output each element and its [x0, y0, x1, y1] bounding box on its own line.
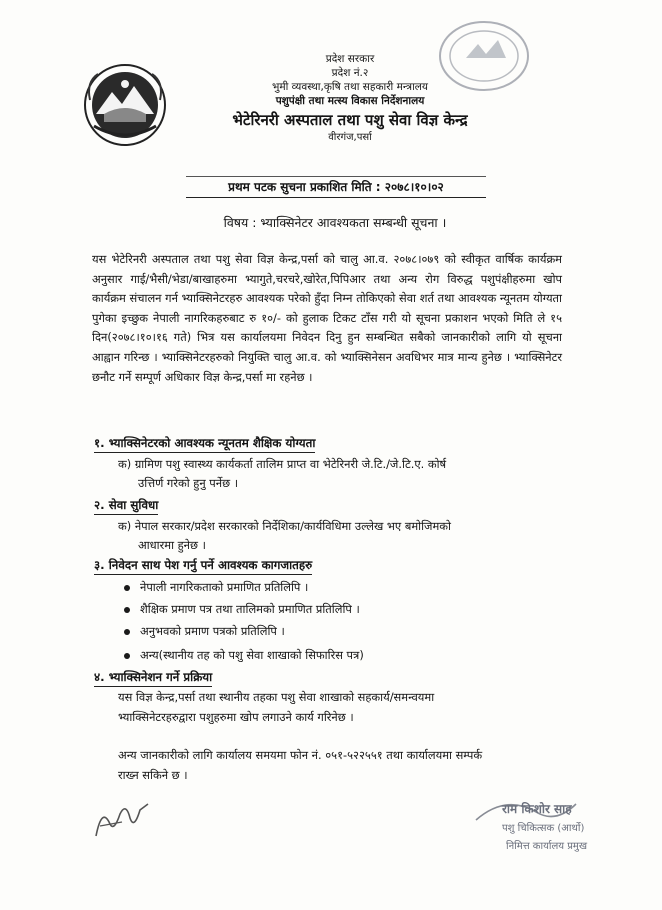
- document-list-item: [124, 578, 308, 597]
- document-list-item: [124, 622, 285, 641]
- notice-subject: विषय : भ्याक्सिनेटर आवश्यकता सम्बन्धी सूचना ।: [223, 215, 447, 230]
- section-4-title: ४. भ्याक्सिनेशन गर्ने प्रक्रिया: [94, 668, 212, 687]
- bullet-icon: [124, 629, 130, 635]
- section-2-title: २. सेवा सुविधा: [94, 496, 158, 515]
- section-3-title: ३. निवेदन साथ पेश गर्नु पर्ने आवश्यक कागजातहरु: [94, 556, 312, 575]
- bullet-icon: [124, 585, 130, 591]
- section-4-line-1: यस विज्ञ केन्द्र,पर्सा तथा स्थानीय तहका पशु सेवा शाखाको सहकार्य/समन्वयमा: [118, 690, 435, 704]
- footer-line-1: अन्य जानकारीको लागि कार्यालय समयमा फोन नं. ०५१-५२२५५१ तथा कार्यालयमा सम्पर्क: [118, 748, 483, 762]
- bullet-icon: [124, 607, 130, 613]
- document-item-text: शैक्षिक प्रमाण पत्र तथा तालिमको प्रमाणित प्रतिलिपि ।: [140, 602, 360, 616]
- bullet-icon: [124, 653, 130, 659]
- document-item-text: नेपाली नागरिकताको प्रमाणित प्रतिलिपि ।: [140, 580, 309, 594]
- document-item-text: अनुभवको प्रमाण पत्रको प्रतिलिपि ।: [140, 624, 285, 638]
- document-item-text: अन्य(स्थानीय तह को पशु सेवा शाखाको सिफारिस पत्र): [140, 648, 364, 662]
- document-list-item: [124, 600, 360, 619]
- stamp-office: निमित्त कार्यालय प्रमुख: [506, 841, 588, 852]
- stamp-officer-post: पशु चिकित्सक (आर्थो): [502, 823, 585, 834]
- notice-body: यस भेटेरिनरी अस्पताल तथा पशु सेवा विज्ञ केन्द्र,पर्सा को चालु आ.व. २०७८।०७९ को स्वीकृत वार्षिक कार्यक्रम अनुसार गाई/भैसी/भेडा/बाखाहरुमा भ्यागुते,चरचरे,खोरेत,पिपिआर तथा अन्य रोग विरुद्ध पशुपंक्षीहरुमा खोप कार्यक्रम संचालन गर्न भ्याक्सिनेटरहरु आवश्यक परेको हुँदा निम्न तोकिएको सेवा शर्त तथा आवश्यक न्यूनतम योग्यता पुगेका इच्छुक नेपाली नागरिकहरुबाट रु १०/- को हुलाक टिकट टाँस गरी यो सूचना प्रकाशन भएको मिति ले १५ दिन(२०७८।१०।१६ गते) भित्र यस कार्यालयमा निवेदन दिनु हुन सम्बन्धित सबैको जानकारीको लागि यो सूचना आह्वान गरिन्छ । भ्याक्सिनेटरहरुको नियुक्ति चालु आ.व. को भ्याक्सिनेसन अवधिभर मात्र मान्य हुनेछ । भ्याक्सिनेटर छनौट गर्ने सम्पूर्ण अधिकार विज्ञ केन्द्र,पर्सा मा रहनेछ ।: [92, 252, 562, 384]
- section-2-line-1: क) नेपाल सरकार/प्रदेश सरकारको निर्देशिका/कार्यविधिमा उल्लेख भए बमोजिमको: [118, 519, 452, 533]
- footer-line-2: राख्न सकिने छ ।: [118, 768, 188, 782]
- signature-icon: [92, 796, 152, 842]
- section-1-title: १. भ्याक्सिनेटरको आवश्यक न्यूनतम शैक्षिक योग्यता: [94, 434, 315, 453]
- section-2-line-2: आधारमा हुनेछ ।: [138, 538, 206, 552]
- header-line-1: प्रदेश सरकार: [325, 53, 375, 65]
- section-1-line-2: उत्तिर्ण गरेको हुनु पर्नेछ ।: [138, 476, 239, 490]
- hospital-name: भेटेरिनरी अस्पताल तथा पशु सेवा विज्ञ केन्द्र: [232, 111, 468, 129]
- section-4-line-2: भ्याक्सिनेटरहरुद्वारा पशुहरुमा खोप लगाउने कार्य गरिनेछ ।: [118, 710, 354, 724]
- letterhead: [150, 52, 550, 145]
- header-line-2: प्रदेश नं.२: [331, 67, 369, 79]
- officer-stamp: [466, 790, 616, 870]
- document-list-item: [124, 646, 364, 665]
- header-line-4: पशुपंक्षी तथा मत्स्य विकास निर्देशनालय: [275, 95, 425, 107]
- section-1-line-1: क) ग्रामिण पशु स्वास्थ्य कार्यकर्ता तालिम प्राप्त वा भेटेरिनरी जे.टि./जे.टि.ए. कोर्ष: [118, 457, 447, 471]
- header-line-3: भुमी व्यवस्था,कृषि तथा सहकारी मन्त्रालय: [271, 81, 429, 93]
- stamp-officer-name: राम किशोर साह: [502, 802, 572, 816]
- notice-publish-date: प्रथम पटक सुचना प्रकाशित मिति : २०७८।१०।०२: [186, 176, 486, 198]
- office-place: वीरगंज,पर्सा: [328, 132, 372, 143]
